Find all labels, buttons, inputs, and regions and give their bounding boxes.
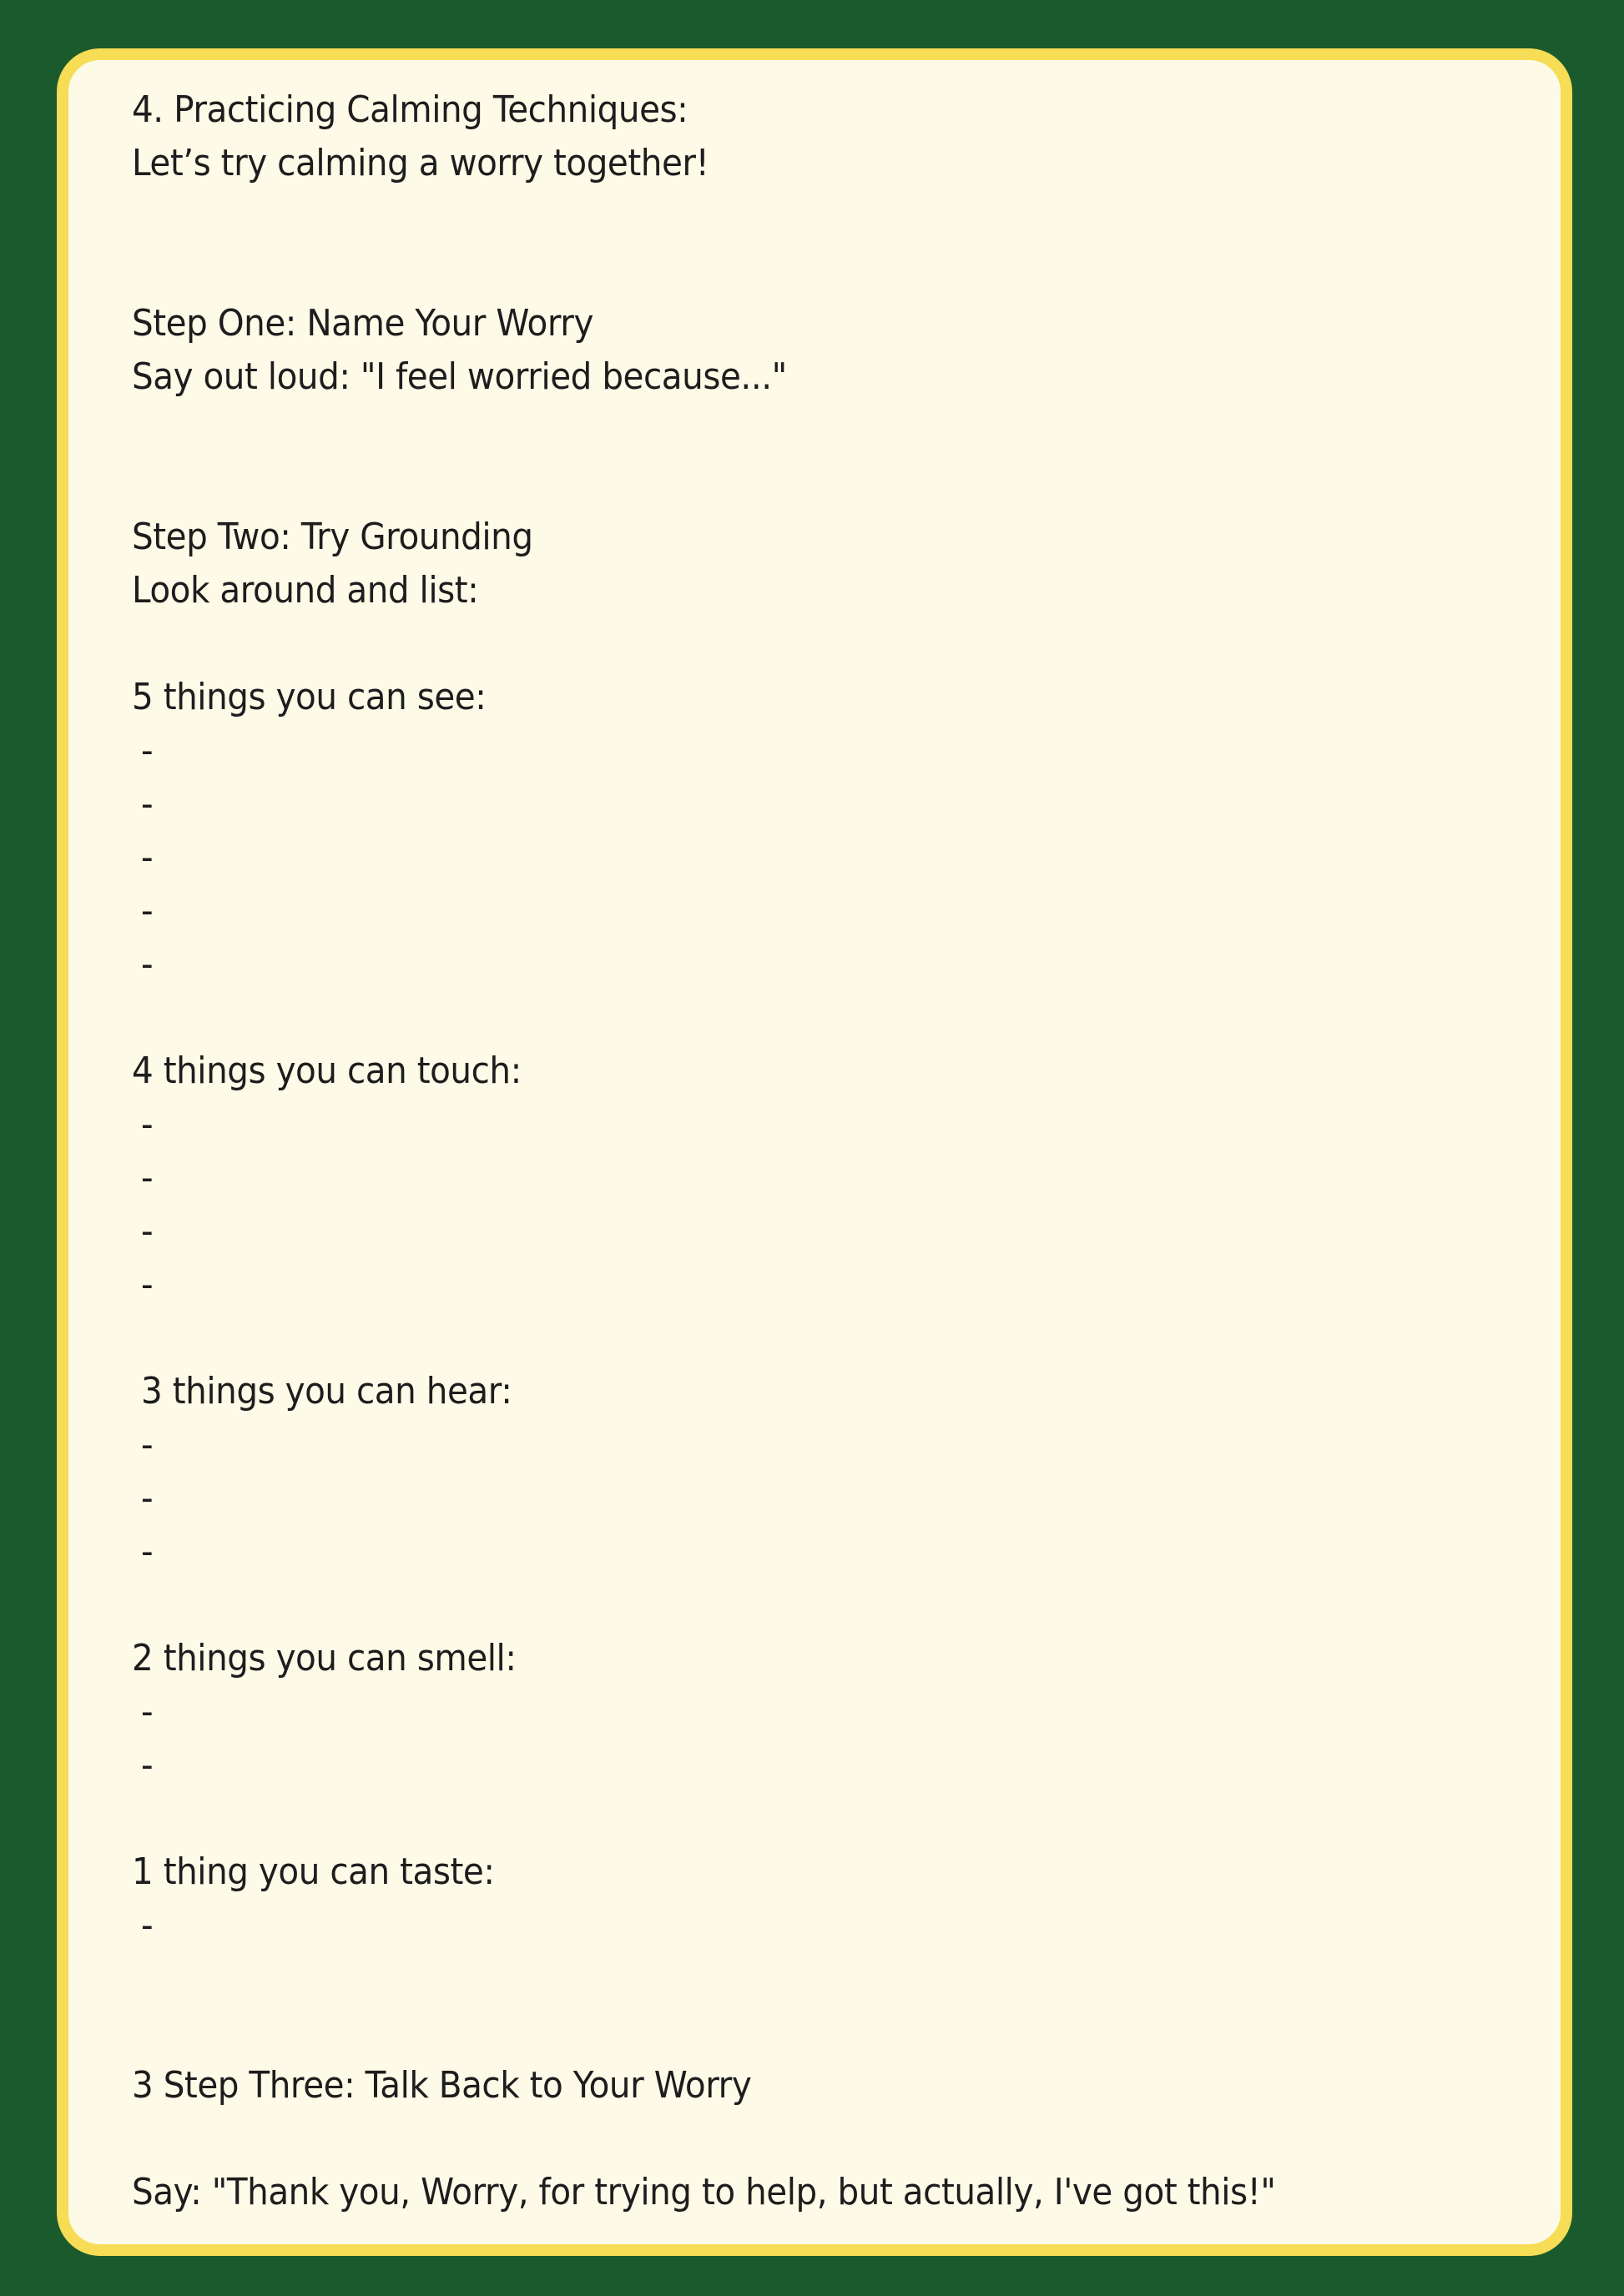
hear-blank: - xyxy=(141,1530,154,1573)
hear-blank: - xyxy=(141,1477,154,1519)
see-blank: - xyxy=(141,836,154,879)
see-blank: - xyxy=(141,729,154,772)
section-intro: Let’s try calming a worry together! xyxy=(132,142,709,184)
smell-blank: - xyxy=(141,1690,154,1733)
see-blank: - xyxy=(141,943,154,985)
step-three-heading: 3 Step Three: Talk Back to Your Worry xyxy=(132,2064,752,2107)
touch-blank: - xyxy=(141,1210,154,1252)
touch-blank: - xyxy=(141,1103,154,1145)
step-two-instruction: Look around and list: xyxy=(132,569,479,612)
touch-blank: - xyxy=(141,1156,154,1199)
hear-blank: - xyxy=(141,1423,154,1466)
step-one-heading: Step One: Name Your Worry xyxy=(132,302,593,345)
worksheet-card xyxy=(57,48,1572,2256)
section-title: 4. Practicing Calming Techniques: xyxy=(132,88,688,131)
see-label: 5 things you can see: xyxy=(132,676,487,718)
step-one-instruction: Say out loud: "I feel worried because..." xyxy=(132,355,787,398)
step-two-heading: Step Two: Try Grounding xyxy=(132,516,533,558)
see-blank: - xyxy=(141,889,154,932)
smell-label: 2 things you can smell: xyxy=(132,1637,517,1679)
touch-label: 4 things you can touch: xyxy=(132,1050,522,1092)
see-blank: - xyxy=(141,783,154,825)
taste-blank: - xyxy=(141,1904,154,1946)
hear-label: 3 things you can hear: xyxy=(141,1370,512,1412)
step-three-instruction: Say: "Thank you, Worry, for trying to help, but actually, I've got this!" xyxy=(132,2171,1276,2213)
taste-label: 1 thing you can taste: xyxy=(132,1850,495,1893)
worksheet-content xyxy=(132,83,1511,2219)
smell-blank: - xyxy=(141,1744,154,1786)
touch-blank: - xyxy=(141,1263,154,1306)
